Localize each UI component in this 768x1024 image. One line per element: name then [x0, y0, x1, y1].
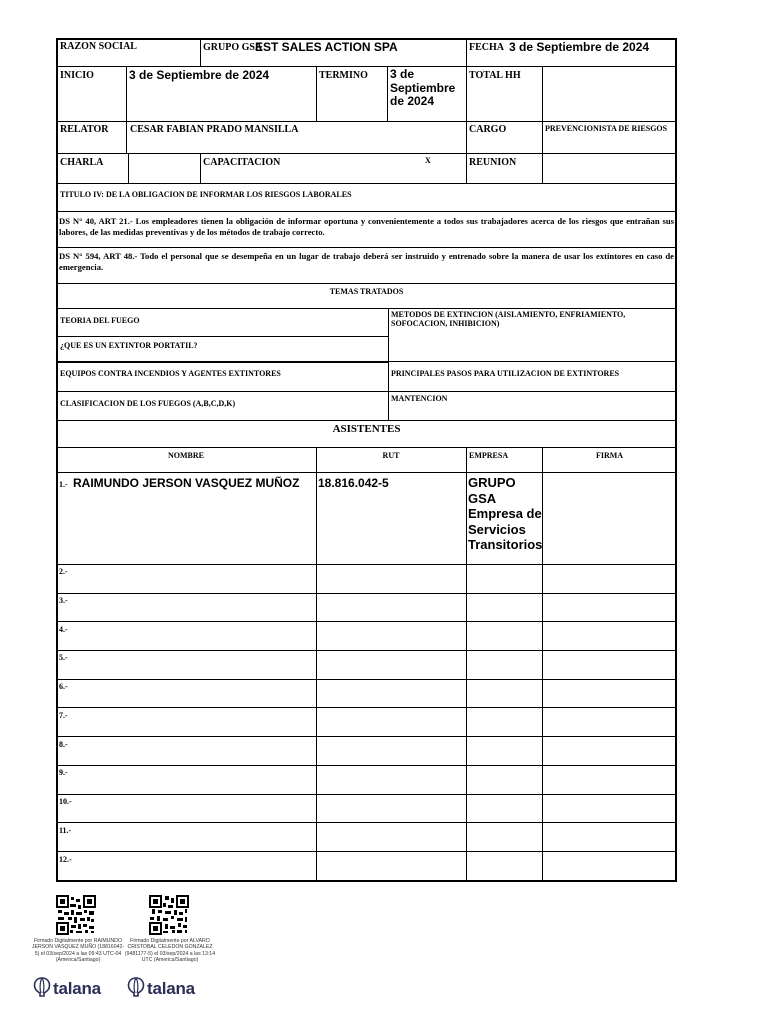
- row-number: 2.-: [59, 567, 68, 576]
- col-rut: RUT: [382, 451, 400, 460]
- charla-label: CHARLA: [60, 157, 104, 168]
- inicio-value: 3 de Septiembre de 2024: [129, 68, 270, 82]
- balloon-logo-icon: [127, 977, 145, 999]
- reunion-label: REUNION: [469, 157, 517, 168]
- tema-clasificacion: CLASIFICACION DE LOS FUEGOS (A,B,C,D,K): [60, 399, 236, 408]
- row-number: 10.-: [59, 797, 72, 806]
- tema-teoria: TEORIA DEL FUEGO: [60, 316, 140, 325]
- relator-value: CESAR FABIAN PRADO MANSILLA: [130, 124, 299, 135]
- fecha-label: FECHA: [469, 42, 504, 53]
- col-empresa: EMPRESA: [469, 451, 509, 460]
- row-number: 12.-: [59, 855, 72, 864]
- termino-label: TERMINO: [319, 70, 368, 81]
- grupo-label: GRUPO GSA: [203, 42, 263, 53]
- balloon-logo-icon: [33, 977, 51, 999]
- termino-value: 3 de Septiembre de 2024: [390, 67, 456, 108]
- row-number: 5.-: [59, 653, 68, 662]
- talana-logo: talana: [53, 979, 101, 998]
- row-number: 9.-: [59, 768, 68, 777]
- tema-extintor: ¿QUE ES UN EXTINTOR PORTATIL?: [60, 341, 198, 350]
- attendee-name: RAIMUNDO JERSON VASQUEZ MUÑOZ: [73, 476, 300, 490]
- titulo-iv: TITULO IV: DE LA OBLIGACION DE INFORMAR LOS RIESGOS LABORALES: [60, 190, 352, 199]
- total-hh-label: TOTAL HH: [469, 70, 521, 81]
- row-number: 8.-: [59, 740, 68, 749]
- document-frame: [56, 38, 677, 882]
- ds594-text: DS N° 594, ART 48.- Todo el personal que se desempeña en un lugar de trabajo deberá ser instruido y entrenado sobre la manera de usar los extintores en caso de emergencia.: [59, 251, 674, 272]
- tema-mantencion: MANTENCION: [391, 394, 448, 403]
- fecha-value: 3 de Septiembre de 2024: [509, 40, 650, 54]
- tema-pasos: PRINCIPALES PASOS PARA UTILIZACION DE EXTINTORES: [391, 369, 620, 378]
- relator-label: RELATOR: [60, 124, 109, 135]
- capacitacion-mark: X: [425, 156, 431, 165]
- asistentes-title: ASISTENTES: [332, 423, 401, 435]
- row-number: 4.-: [59, 625, 68, 634]
- talana-logo: talana: [147, 979, 195, 998]
- signature-text: Firmado Digitalmente por ALVARO CRISTOBAL CELEDON GONZALEZ (9481177-5) el 03/sep/2024 a las 13:14 UTC (America/Santiago): [124, 938, 216, 963]
- attendee-empresa: GRUPO GSA Empresa de Servicios Transitorios: [468, 475, 543, 552]
- col-firma: FIRMA: [595, 451, 624, 460]
- row-number: 1.-: [59, 480, 68, 489]
- row-number: 6.-: [59, 682, 68, 691]
- attendee-rut: 18.816.042-5: [318, 476, 389, 490]
- row-number: 3.-: [59, 596, 68, 605]
- row-number: 7.-: [59, 711, 68, 720]
- company-name: EST SALES ACTION SPA: [255, 40, 398, 54]
- qr-code-icon[interactable]: [149, 895, 189, 935]
- capacitacion-label: CAPACITACION: [203, 157, 281, 168]
- cargo-value: PREVENCIONISTA DE RIESGOS: [545, 124, 668, 133]
- razon-social-label: RAZON SOCIAL: [60, 41, 137, 52]
- cargo-label: CARGO: [469, 124, 507, 135]
- tema-equipos: EQUIPOS CONTRA INCENDIOS Y AGENTES EXTINTORES: [60, 369, 281, 378]
- ds40-text: DS N° 40, ART 21.- Los empleadores tienen la obligación de informar oportuna y convenientemente a todos sus trabajadores acerca de los riesgos que entrañan sus labores, de las medidas preventivas y de los métodos de trabajo correcto.: [59, 216, 674, 237]
- col-nombre: NOMBRE: [168, 451, 204, 460]
- row-number: 11.-: [59, 826, 72, 835]
- temas-title: TEMAS TRATADOS: [329, 287, 404, 296]
- inicio-label: INICIO: [60, 70, 94, 81]
- qr-code-icon[interactable]: [56, 895, 96, 935]
- signature-text: Firmado Digitalmente por RAIMUNDO JERSON VASQUEZ MUÑO (18816042-5) el 03/sep/2024 a las 09:43 UTC-04 (America/Santiago): [31, 938, 125, 963]
- tema-metodos: METODOS DE EXTINCION (AISLAMIENTO, ENFRIAMIENTO, SOFOCACION, INHIBICION): [391, 310, 626, 328]
